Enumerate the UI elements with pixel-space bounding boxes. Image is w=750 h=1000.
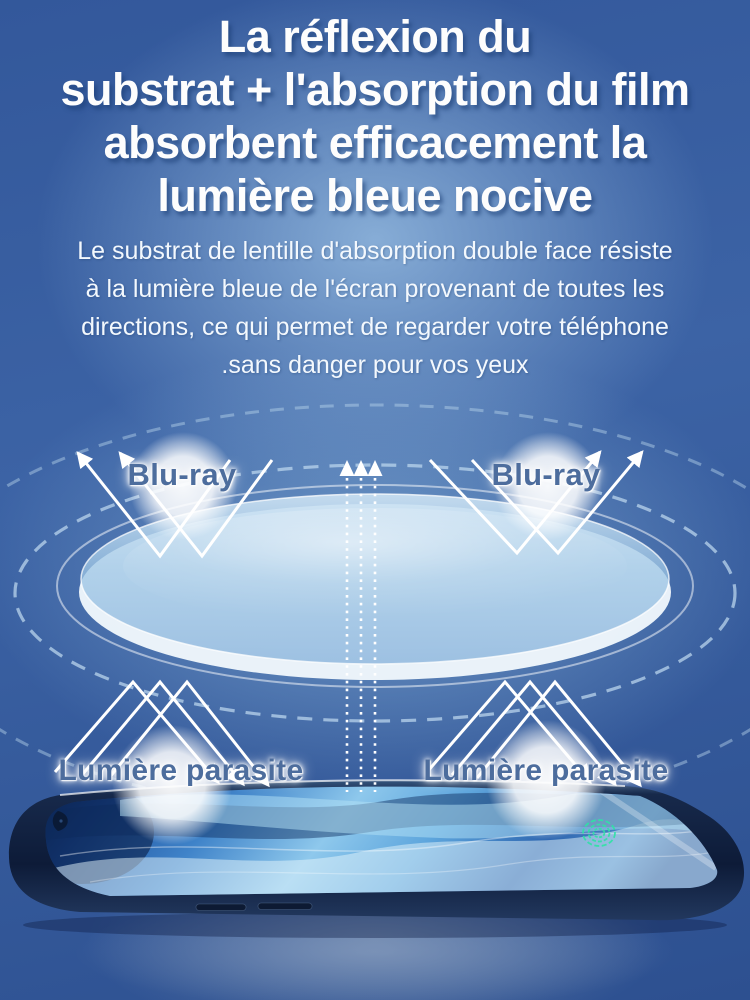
title-line-2: substrat + l'absorption du film	[60, 64, 690, 115]
phone-volume-button-1	[196, 904, 246, 911]
page-title	[0, 10, 750, 222]
title-line-1: La réflexion du	[218, 11, 532, 62]
subtitle-line-1: Le substrat de lentille d'absorption double face résiste	[77, 237, 673, 265]
dotted-arrowhead-1	[340, 460, 355, 476]
phone-camera-lens	[59, 819, 62, 822]
subtitle-line-3: directions, ce qui permet de regarder votre téléphone	[81, 313, 669, 341]
title-line-3: absorbent efficacement la	[103, 117, 647, 168]
label-stray-light-left: Lumière parasite	[58, 754, 304, 787]
dotted-arrowhead-3	[368, 460, 383, 476]
dotted-arrowhead-2	[354, 460, 369, 476]
phone-volume-button-2	[258, 903, 312, 910]
subtitle-line-2: à la lumière bleue de l'écran provenant de toutes les	[85, 275, 665, 303]
label-blu-ray-right: Blu-ray	[491, 457, 601, 492]
title-line-4: lumière bleue nocive	[157, 170, 593, 221]
subtitle-text	[0, 232, 750, 384]
label-stray-light-right: Lumière parasite	[423, 754, 669, 787]
label-blu-ray-left: Blu-ray	[127, 457, 237, 492]
subtitle-line-4: .sans danger pour vos yeux	[221, 351, 529, 379]
